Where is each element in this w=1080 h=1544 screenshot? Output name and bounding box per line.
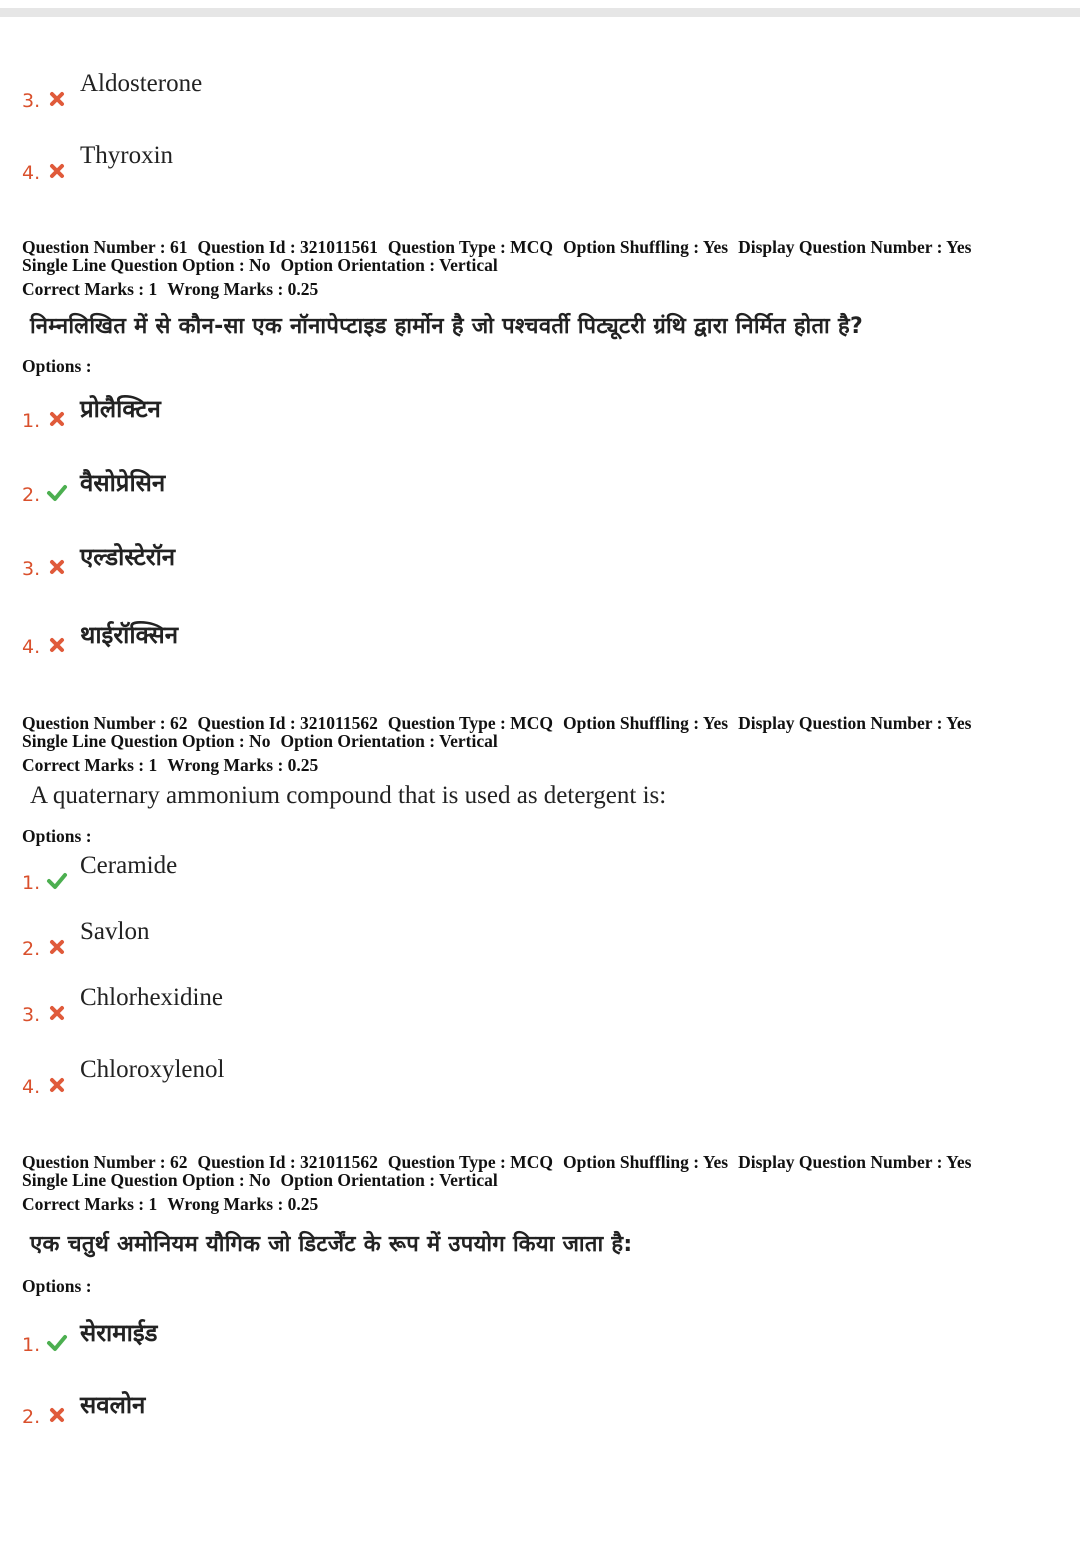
wrong-cross-icon: [46, 1074, 68, 1096]
option-number: 1.: [22, 410, 41, 432]
option-shuffling: Option Shuffling : Yes: [562, 1152, 729, 1172]
option-orientation: Option Orientation : Vertical: [280, 255, 498, 275]
display-question-number: Display Question Number : Yes: [738, 713, 972, 733]
single-line-option: Single Line Question Option : No: [22, 1170, 271, 1190]
option-row: [0, 142, 1080, 192]
option-row: [0, 1391, 1080, 1436]
option-text: Chloroxylenol: [80, 1056, 225, 1083]
option-number: 4.: [22, 162, 41, 184]
single-line-option: Single Line Question Option : No: [22, 731, 271, 751]
option-text: Aldosterone: [80, 70, 203, 97]
option-number: 3.: [22, 558, 41, 580]
option-text: सेरामाईड: [80, 1319, 158, 1347]
wrong-marks: Wrong Marks : 0.25: [167, 279, 319, 299]
correct-check-icon: [46, 482, 68, 504]
question-type: Question Type : MCQ: [387, 237, 553, 257]
option-number: 2.: [22, 484, 41, 506]
option-row: [0, 469, 1080, 514]
top-divider: [0, 8, 1080, 17]
option-row: [0, 395, 1080, 440]
question-type: Question Type : MCQ: [387, 1152, 553, 1172]
option-number: 2.: [22, 938, 41, 960]
option-row: [0, 1056, 1080, 1106]
options-label: Options :: [22, 1276, 92, 1296]
question-meta: [22, 714, 1062, 774]
option-shuffling: Option Shuffling : Yes: [562, 237, 729, 257]
question-text: एक चतुर्थ अमोनियम यौगिक जो डिटर्जेंट के रूप में उपयोग किया जाता है:: [30, 1232, 633, 1257]
question-type: Question Type : MCQ: [387, 713, 553, 733]
options-label: Options :: [22, 356, 92, 376]
display-question-number: Display Question Number : Yes: [738, 237, 972, 257]
wrong-cross-icon: [46, 1404, 68, 1426]
option-number: 4.: [22, 1076, 41, 1098]
question-id: Question Id : 321011562: [197, 713, 378, 733]
option-number: 1.: [22, 872, 41, 894]
question-text: निम्नलिखित में से कौन-सा एक नॉनापेप्टाइड हार्मोन है जो पश्चवर्ती पिट्यूटरी ग्रंथि द्वारा निर्मित होता है?: [30, 314, 864, 339]
option-text: Savlon: [80, 918, 150, 945]
option-number: 4.: [22, 636, 41, 658]
correct-check-icon: [46, 870, 68, 892]
wrong-marks: Wrong Marks : 0.25: [167, 755, 319, 775]
option-row: [0, 984, 1080, 1034]
question-number: Question Number : 62: [22, 713, 188, 733]
correct-marks: Correct Marks : 1: [22, 1194, 158, 1214]
option-text: प्रोलैक्टिन: [80, 395, 161, 423]
display-question-number: Display Question Number : Yes: [738, 1152, 972, 1172]
option-text: थाईरॉक्सिन: [80, 621, 179, 649]
option-text: वैसोप्रेसिन: [80, 469, 166, 497]
option-number: 3.: [22, 90, 41, 112]
wrong-cross-icon: [46, 936, 68, 958]
option-number: 1.: [22, 1334, 41, 1356]
option-row: [0, 621, 1080, 666]
question-meta: [22, 238, 1062, 298]
option-row: [0, 1319, 1080, 1364]
option-row: [0, 543, 1080, 588]
option-text: सवलोन: [80, 1391, 146, 1419]
option-text: एल्डोस्टेरॉन: [80, 543, 176, 571]
correct-marks: Correct Marks : 1: [22, 755, 158, 775]
wrong-cross-icon: [46, 160, 68, 182]
question-id: Question Id : 321011562: [197, 1152, 378, 1172]
wrong-cross-icon: [46, 1002, 68, 1024]
option-text: Ceramide: [80, 852, 178, 879]
question-id: Question Id : 321011561: [197, 237, 378, 257]
correct-marks: Correct Marks : 1: [22, 279, 158, 299]
single-line-option: Single Line Question Option : No: [22, 255, 271, 275]
wrong-cross-icon: [46, 556, 68, 578]
wrong-cross-icon: [46, 408, 68, 430]
question-text: A quaternary ammonium compound that is used as detergent is:: [30, 782, 667, 809]
options-label: Options :: [22, 826, 92, 846]
option-shuffling: Option Shuffling : Yes: [562, 713, 729, 733]
option-orientation: Option Orientation : Vertical: [280, 1170, 498, 1190]
question-number: Question Number : 61: [22, 237, 188, 257]
wrong-marks: Wrong Marks : 0.25: [167, 1194, 319, 1214]
option-number: 3.: [22, 1004, 41, 1026]
option-row: [0, 852, 1080, 902]
correct-check-icon: [46, 1332, 68, 1354]
option-orientation: Option Orientation : Vertical: [280, 731, 498, 751]
wrong-cross-icon: [46, 88, 68, 110]
option-row: [0, 918, 1080, 968]
question-number: Question Number : 62: [22, 1152, 188, 1172]
option-text: Thyroxin: [80, 142, 174, 169]
option-row: [0, 70, 1080, 120]
wrong-cross-icon: [46, 634, 68, 656]
question-meta: [22, 1153, 1062, 1213]
option-text: Chlorhexidine: [80, 984, 224, 1011]
option-number: 2.: [22, 1406, 41, 1428]
